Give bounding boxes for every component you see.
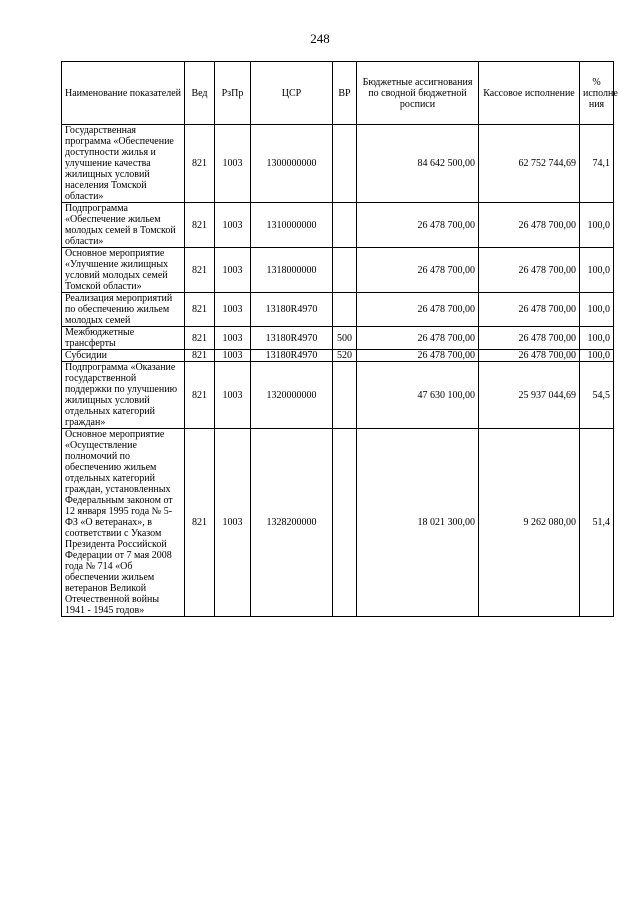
cell-name: Основное мероприятие «Улучшение жилищных условий молодых семей Томской области» xyxy=(62,248,185,293)
cell-pct: 100,0 xyxy=(580,327,614,350)
cell-ved: 821 xyxy=(185,293,215,327)
cell-csr: 1320000000 xyxy=(251,362,333,429)
cell-csr: 1318000000 xyxy=(251,248,333,293)
cell-name: Подпрограмма «Оказание государственной поддержки по улучшению жилищных условий отдельных категорий граждан» xyxy=(62,362,185,429)
cell-assign: 26 478 700,00 xyxy=(357,327,479,350)
cell-cash: 26 478 700,00 xyxy=(479,350,580,362)
cell-csr: 1310000000 xyxy=(251,203,333,248)
cell-csr: 13180R4970 xyxy=(251,293,333,327)
cell-assign: 26 478 700,00 xyxy=(357,203,479,248)
cell-csr: 1300000000 xyxy=(251,125,333,203)
cell-name: Основное мероприятие «Осуществление полномочий по обеспечению жильем отдельных категорий граждан, установленных Федеральным законом от 12 января 1995 года № 5-ФЗ «О ветеранах», в соответствии с Указом Президента Российской Федерации от 7 мая 2008 года № 714 «Об обеспечении жильем ветеранов Великой Отечественной войны 1941 - 1945 годов» xyxy=(62,429,185,617)
cell-rzpr: 1003 xyxy=(215,350,251,362)
cell-rzpr: 1003 xyxy=(215,293,251,327)
cell-assign: 26 478 700,00 xyxy=(357,248,479,293)
cell-rzpr: 1003 xyxy=(215,362,251,429)
cell-cash: 26 478 700,00 xyxy=(479,248,580,293)
header-row xyxy=(62,62,614,125)
cell-cash: 26 478 700,00 xyxy=(479,327,580,350)
cell-ved: 821 xyxy=(185,248,215,293)
cell-cash: 62 752 744,69 xyxy=(479,125,580,203)
cell-pct: 74,1 xyxy=(580,125,614,203)
cell-pct: 100,0 xyxy=(580,248,614,293)
cell-vr xyxy=(333,362,357,429)
table-row xyxy=(62,293,614,327)
cell-pct: 100,0 xyxy=(580,293,614,327)
cell-rzpr: 1003 xyxy=(215,203,251,248)
header-rzpr: РзПр xyxy=(215,62,251,125)
cell-ved: 821 xyxy=(185,362,215,429)
cell-pct: 100,0 xyxy=(580,203,614,248)
cell-vr: 500 xyxy=(333,327,357,350)
header-name: Наименование показателей xyxy=(62,62,185,125)
cell-cash: 25 937 044,69 xyxy=(479,362,580,429)
header-assignments: Бюджетные ассигнования по сводной бюджетной росписи xyxy=(357,62,479,125)
cell-assign: 47 630 100,00 xyxy=(357,362,479,429)
cell-ved: 821 xyxy=(185,350,215,362)
header-cash-execution: Кассовое исполнение xyxy=(479,62,580,125)
cell-rzpr: 1003 xyxy=(215,125,251,203)
cell-name: Реализация мероприятий по обеспечению жильем молодых семей xyxy=(62,293,185,327)
cell-name: Межбюджетные трансферты xyxy=(62,327,185,350)
cell-pct: 100,0 xyxy=(580,350,614,362)
table-row xyxy=(62,362,614,429)
cell-assign: 26 478 700,00 xyxy=(357,350,479,362)
cell-ved: 821 xyxy=(185,327,215,350)
table-row xyxy=(62,327,614,350)
cell-ved: 821 xyxy=(185,203,215,248)
cell-name: Подпрограмма «Обеспечение жильем молодых семей в Томской области» xyxy=(62,203,185,248)
cell-vr xyxy=(333,125,357,203)
cell-vr: 520 xyxy=(333,350,357,362)
cell-name: Субсидии xyxy=(62,350,185,362)
table-row xyxy=(62,350,614,362)
cell-vr xyxy=(333,429,357,617)
cell-cash: 26 478 700,00 xyxy=(479,203,580,248)
cell-assign: 18 021 300,00 xyxy=(357,429,479,617)
cell-rzpr: 1003 xyxy=(215,327,251,350)
cell-vr xyxy=(333,293,357,327)
cell-ved: 821 xyxy=(185,125,215,203)
page-number: 248 xyxy=(310,31,330,46)
cell-csr: 1328200000 xyxy=(251,429,333,617)
cell-assign: 26 478 700,00 xyxy=(357,293,479,327)
cell-cash: 9 262 080,00 xyxy=(479,429,580,617)
cell-csr: 13180R4970 xyxy=(251,350,333,362)
cell-csr: 13180R4970 xyxy=(251,327,333,350)
cell-pct: 51,4 xyxy=(580,429,614,617)
cell-ved: 821 xyxy=(185,429,215,617)
cell-rzpr: 1003 xyxy=(215,248,251,293)
header-percent: % исполне ния xyxy=(580,62,614,125)
header-ved: Вед xyxy=(185,62,215,125)
table-row xyxy=(62,429,614,617)
cell-vr xyxy=(333,248,357,293)
table-row xyxy=(62,203,614,248)
cell-name: Государственная программа «Обеспечение доступности жилья и улучшение качества жилищных условий населения Томской области» xyxy=(62,125,185,203)
cell-rzpr: 1003 xyxy=(215,429,251,617)
table-row xyxy=(62,125,614,203)
cell-pct: 54,5 xyxy=(580,362,614,429)
header-vr: ВР xyxy=(333,62,357,125)
budget-table xyxy=(61,61,618,617)
table-row xyxy=(62,248,614,293)
header-csr: ЦСР xyxy=(251,62,333,125)
cell-assign: 84 642 500,00 xyxy=(357,125,479,203)
cell-cash: 26 478 700,00 xyxy=(479,293,580,327)
cell-vr xyxy=(333,203,357,248)
